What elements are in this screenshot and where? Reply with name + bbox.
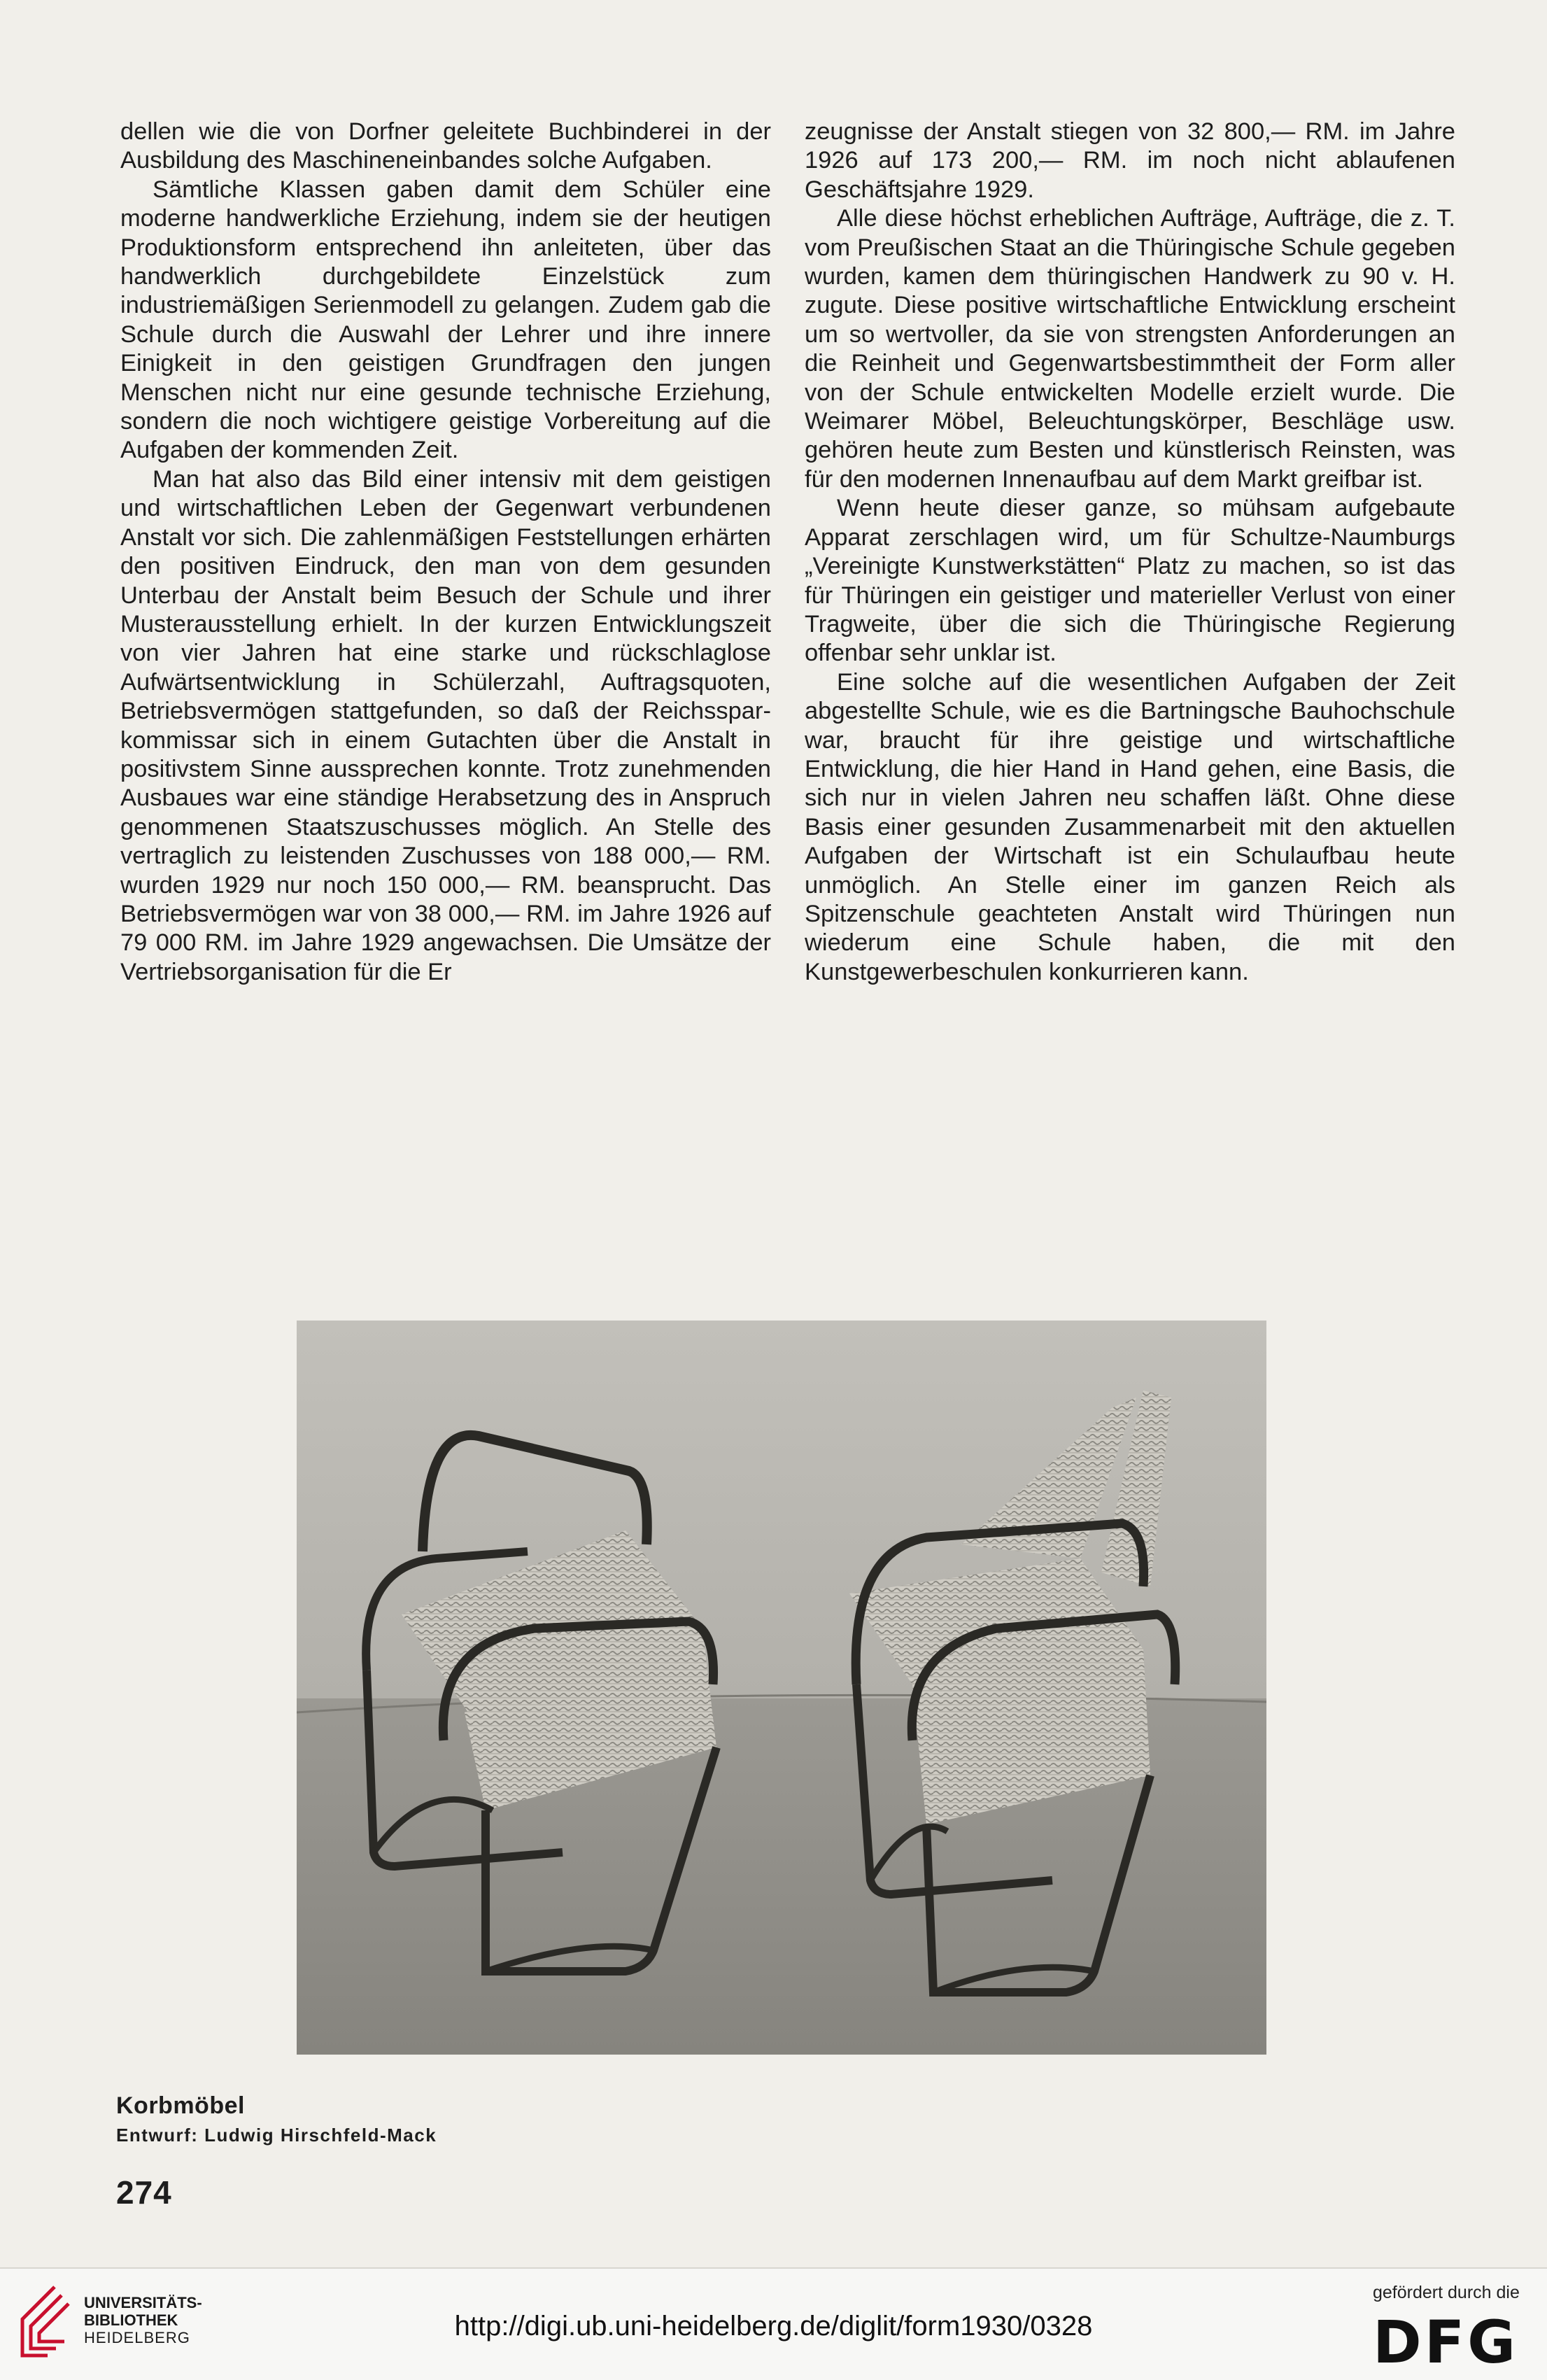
paragraph: Eine solche auf die wesentlichen Aufgaben der Zeit abgestellte Schule, wie es die Bartningsche Bauhochschule war, braucht für ihre geistige und wirtschaftliche Entwicklung, die hier Hand in Hand gehen, eine Basis, die sich nur in vielen Jahren neu schaffen läßt. Ohne diese Basis einer gesunden Zusammenarbeit mit den aktuellen Aufgaben der Wirtschaft ist ein Schulaufbau heute unmöglich. An Stelle einer im ganzen Reich als Spitzenschule geachteten Anstalt wird Thüringen nun wiederum eine Schule haben, die mit den Kunstgewerbeschulen konkurrieren kann. bbox=[805, 668, 1455, 985]
photo-illustration bbox=[297, 1321, 1266, 2055]
library-name-line: HEIDELBERG bbox=[84, 2329, 190, 2346]
funding-label: gefördert durch die bbox=[1373, 2283, 1520, 2302]
wicker-chairs-photo bbox=[297, 1321, 1266, 2055]
paragraph: Wenn heute dieser ganze, so mühsam aufgebaute Apparat zerschlagen wird, um für Schultze-Naumburgs „Vereinigte Kunstwerkstätten“ Platz zu machen, so ist das für Thüringen ein geistiger und materieller Verlust von einer Tragweite, über die sich die Thüringische Regierung offenbar sehr unklar ist. bbox=[805, 495, 1455, 667]
source-url-link[interactable]: http://digi.ub.uni-heidelberg.de/diglit/form1930/0328 bbox=[454, 2311, 1093, 2342]
photo-caption-designer: Entwurf: Ludwig Hirschfeld-Mack bbox=[116, 2125, 437, 2146]
paragraph: Sämtliche Klassen gaben damit dem Schüler eine moderne handwerkliche Erziehung, indem sie der heutigen Produktionsform entsprechend ihn anleiteten, über das handwerklich durchgebildete Einzelstück zum industriemäßigen Serienmodell zu gelangen. Zudem gab die Schule durch die Auswahl der Lehrer und ihre innere Einigkeit in den geistigen Grundfragen den jungen Menschen nicht nur eine gesunde technische Erziehung, sondern die noch wichtigere geistige Vorbereitung auf die Aufgaben der kommenden Zeit. bbox=[120, 176, 771, 464]
photo-caption-title: Korbmöbel bbox=[116, 2092, 245, 2119]
paragraph: dellen wie die von Dorfner geleitete Buchbinderei in der Ausbildung des Maschineneinbandes solche Aufgaben. bbox=[120, 118, 771, 174]
paragraph: Man hat also das Bild einer intensiv mit dem geistigen und wirtschaftlichen Leben der Gegenwart verbundenen Anstalt vor sich. Die zahlenmäßigen Feststellungen erhärten den positiven Eindruck, den man von dem gesunden Unterbau der Anstalt beim Besuch der Schule und ihrer Musterausstellung erhielt. In der kurzen Entwicklungszeit von vier Jahren hat eine starke und rückschlaglose Aufwärtsentwicklung in Schülerzahl, Auftragsquoten, Betriebsvermögen stattgefunden, so daß der Reichssparkommissar sich in einem Gutachten über die Anstalt in positivstem Sinne aussprechen konnte. Trotz zunehmenden Ausbaues war eine ständige Herabsetzung des in Anspruch genommenen Staatszuschusses möglich. An Stelle des vertraglich zu leistenden Zuschusses von 188 000,— RM. wurden 1929 nur noch 150 000,— RM. beansprucht. Das Betriebsvermögen war von 38 000,— RM. im Jahre 1926 auf 79 000 RM. im Jahre 1929 angewachsen. Die Umsätze der Vertriebsorganisation für die Er bbox=[120, 465, 771, 985]
article-column-left bbox=[120, 118, 771, 987]
dfg-logo: DFG bbox=[1373, 2308, 1519, 2377]
library-name-line: BIBLIOTHEK bbox=[84, 2311, 178, 2329]
page-number: 274 bbox=[116, 2174, 172, 2211]
library-name-line: UNIVERSITÄTS- bbox=[84, 2294, 202, 2311]
paragraph: Alle diese höchst erheblichen Aufträge, Aufträge, die z. T. vom Preußischen Staat an die Thüringische Schule gegeben wurden, kamen dem thüringischen Handwerk zu 90 v. H. zugute. Diese positive wirtschaftliche Entwicklung erscheint um so wertvoller, da sie von strengsten Anforderungen an die Reinheit und Gegenwartsbestimmtheit der Form aller von der Schule entwickelten Modelle erzielt wurde. Die Weimarer Möbel, Beleuchtungskörper, Beschläge usw. gehören heute zum Besten und künstlerisch Reinsten, was für den modernen Innenaufbau auf dem Markt greifbar ist. bbox=[805, 205, 1455, 493]
article-column-right bbox=[805, 118, 1455, 987]
paragraph: zeugnisse der Anstalt stiegen von 32 800,— RM. im Jahre 1926 auf 173 200,— RM. im noch nicht ablaufenen Geschäftsjahre 1929. bbox=[805, 118, 1455, 203]
